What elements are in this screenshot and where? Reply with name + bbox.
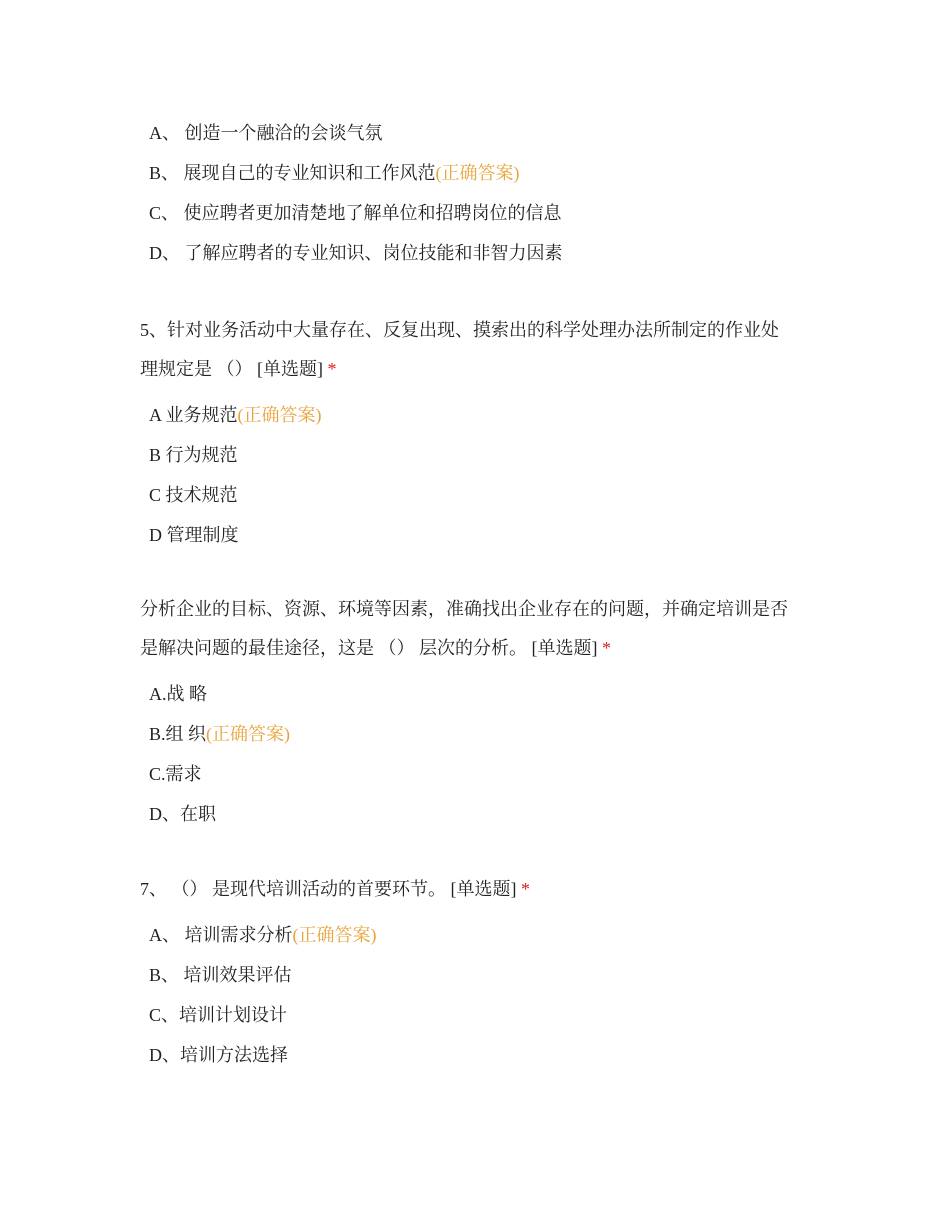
question-5-options — [140, 395, 820, 555]
option-text: C 技术规范 — [149, 485, 238, 505]
required-mark: * — [602, 638, 611, 658]
question-7-title — [140, 870, 820, 909]
correct-answer-mark: (正确答案) — [206, 724, 291, 744]
option-a — [140, 395, 820, 435]
question-title-line: 7、 （） 是现代培训活动的首要环节。 [单选题] — [140, 879, 521, 899]
option-a — [140, 113, 820, 153]
option-text: B、 培训效果评估 — [149, 965, 292, 985]
required-mark: * — [521, 879, 530, 899]
option-b — [140, 435, 820, 475]
option-b — [140, 153, 820, 193]
option-text: D、培训方法选择 — [149, 1045, 288, 1065]
option-d — [140, 515, 820, 555]
option-text: A.战 略 — [149, 684, 207, 704]
option-c — [140, 995, 820, 1035]
option-text: D、在职 — [149, 804, 216, 824]
option-c — [140, 475, 820, 515]
question-title-line: 是解决问题的最佳途径，这是 （） 层次的分析。 [单选题] — [140, 638, 602, 658]
option-text: D 管理制度 — [149, 525, 239, 545]
option-d — [140, 794, 820, 834]
option-text: A 业务规范 — [149, 405, 238, 425]
question-4-options — [140, 113, 820, 273]
option-text: A、 培训需求分析 — [149, 925, 293, 945]
option-text: B.组 织 — [149, 724, 207, 744]
option-c — [140, 754, 820, 794]
option-d — [140, 1035, 820, 1075]
required-mark: * — [327, 359, 337, 379]
option-text: B 行为规范 — [149, 445, 238, 465]
question-5-title — [140, 311, 820, 389]
option-a — [140, 915, 820, 955]
option-text: B、 展现自己的专业知识和工作风范 — [149, 163, 436, 183]
question-title-line: 5、针对业务活动中大量存在、反复出现、摸索出的科学处理办法所制定的作业处 — [140, 320, 779, 340]
option-text: A、 创造一个融洽的会谈气氛 — [149, 123, 383, 143]
option-text: C、 使应聘者更加清楚地了解单位和招聘岗位的信息 — [149, 203, 562, 223]
option-text: C、培训计划设计 — [149, 1005, 288, 1025]
option-text: D、 了解应聘者的专业知识、岗位技能和非智力因素 — [149, 243, 563, 263]
question-4-block — [140, 113, 820, 273]
question-title-line: 分析企业的目标、资源、环境等因素，准确找出企业存在的问题，并确定培训是否 — [140, 599, 788, 619]
option-d — [140, 233, 820, 273]
option-text: C.需求 — [149, 764, 202, 784]
option-c — [140, 193, 820, 233]
option-a — [140, 674, 820, 714]
question-6-title — [140, 590, 820, 668]
question-6-block — [140, 590, 820, 834]
option-b — [140, 714, 820, 754]
question-title-line: 理规定是 （） [单选题] — [140, 359, 328, 379]
correct-answer-mark: (正确答案) — [237, 405, 322, 425]
question-7-block — [140, 870, 820, 1075]
question-7-options — [140, 915, 820, 1075]
question-6-options — [140, 674, 820, 834]
question-5-block — [140, 311, 820, 555]
option-b — [140, 955, 820, 995]
correct-answer-mark: (正确答案) — [435, 163, 520, 183]
correct-answer-mark: (正确答案) — [292, 925, 377, 945]
